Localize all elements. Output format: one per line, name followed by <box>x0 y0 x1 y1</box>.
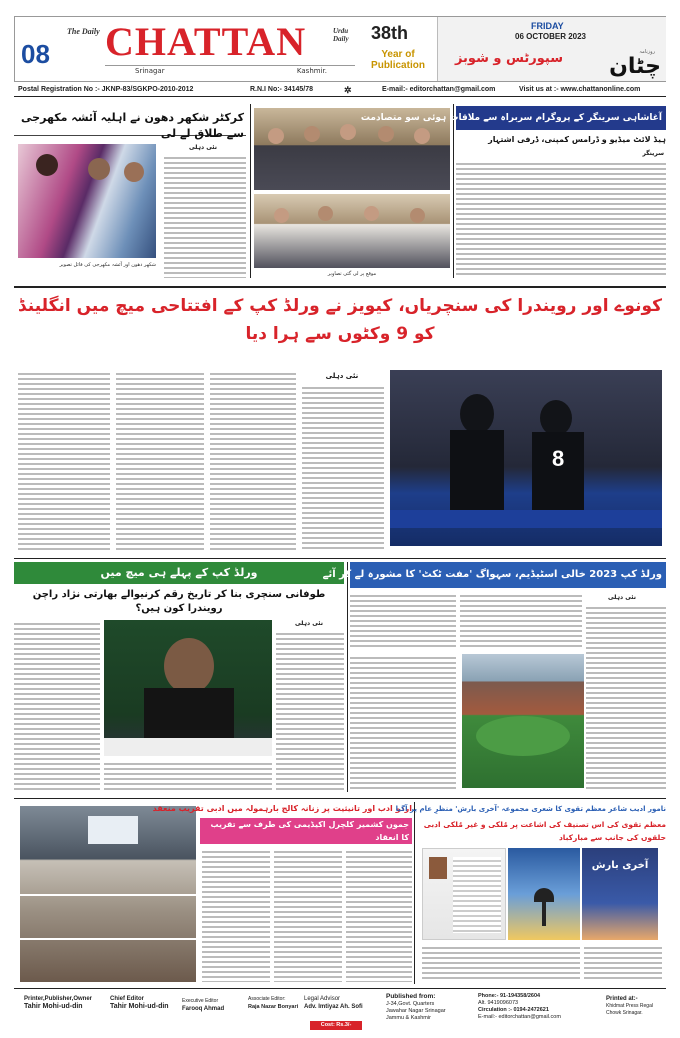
story-5-body-col-2 <box>460 592 582 650</box>
story-5-headline: ورلڈ کپ 2023 خالی اسٹیڈیم، سہواگ 'مفت ٹکٹ' کا مشورہ لے کر آئے <box>350 562 666 588</box>
masthead-title: CHATTAN <box>105 19 307 64</box>
website-link[interactable]: Visit us at :- www.chattanonline.com <box>519 86 641 93</box>
footer-chief-label: Chief Editor <box>110 996 144 1002</box>
story-4-body-col-1 <box>276 630 344 790</box>
footer-assoc-name: Raja Nazar Bonyari <box>248 1004 299 1010</box>
footer-pub-line3: Jammu & Kashmir <box>386 1015 431 1021</box>
masthead-day: FRIDAY <box>531 21 564 31</box>
story-3 <box>360 106 666 282</box>
story-7-subhead: معظم تقوی کی اس تصنیف کی اشاعت پر مُلکی و غیر مُلکی ادبی حلقوں کی جانب سے مبارکباد <box>423 820 666 842</box>
divider <box>14 286 666 288</box>
story-4-body-col-2 <box>14 620 100 790</box>
masthead-urdu-daily: Urdu Daily <box>333 27 349 43</box>
divider <box>347 562 348 792</box>
footer-alt: Alt. 9419096073 <box>478 1000 519 1006</box>
story-1-body <box>164 154 246 278</box>
footer-chief-name: Tahir Mohi-ud-din <box>110 1003 169 1010</box>
star-icon: ✲ <box>344 85 352 95</box>
divider <box>414 802 415 984</box>
rni-number: R.N.I No:- 34145/78 <box>250 86 314 93</box>
story-7-banner: نامور ادیب شاعر معظم تقوی کا شعری مجموعہ 'آخری بارش' منظرِ عام پر آگیا <box>395 805 666 813</box>
footer-published <box>386 993 474 1022</box>
story-6-banner: اردو ادب اور تانیثیت پر زنانہ کالج بارہمولہ میں ادبی تقریب منعقد <box>152 804 412 813</box>
story-5-body-col-1 <box>586 604 666 790</box>
footer-circulation: Circulation :- 0194-2472621 <box>478 1007 549 1013</box>
page-number: 08 <box>21 39 50 69</box>
masthead-subbar <box>105 65 355 77</box>
story-4 <box>14 562 344 794</box>
story-5-stadium-photo <box>462 654 584 788</box>
divider <box>453 104 454 278</box>
lead-photo: 8 <box>390 370 662 546</box>
story-7-book-cover-3 <box>582 848 658 940</box>
footer-legal-name: Adv. Imtiyaz Ah. Sofi <box>304 1004 363 1010</box>
masthead-the-daily: The Daily <box>67 27 100 36</box>
story-2-photo-bottom <box>254 194 450 268</box>
masthead-logo-urdu: چٹان <box>609 54 661 79</box>
story-6-body-col-3 <box>202 848 270 982</box>
footer-legal-label: Legal Advisor <box>304 996 341 1002</box>
story-3-banner: آغاشاہی سرینگر کے پروگرام سربراہ سے ملاقات ہوئی سو متصادمت <box>456 106 666 130</box>
footer-cost-badge: Cost: Rs.3/- <box>310 1021 362 1030</box>
story-4-dateline: نئی دہلی <box>295 620 323 627</box>
story-6 <box>14 802 412 986</box>
masthead-section: سپورٹس و شوبز <box>454 51 563 66</box>
footer-email[interactable]: E-mail:- editorchattan@gmail.com <box>478 1014 561 1020</box>
footer-chief <box>110 995 180 1011</box>
masthead-logo-small: روزنامہ <box>639 49 655 55</box>
anniversary-text: Year of Publication <box>371 49 425 71</box>
footer-pub-line1: J-34,Govt. Quarters <box>386 1001 435 1007</box>
story-6-subhead: جموں کشمیر کلچرل اکیڈیمی کی طرف سے تقریب کا انعقاد <box>200 818 412 844</box>
story-7-book-title: آخری بارش <box>591 860 649 871</box>
footer-printer <box>24 995 108 1011</box>
divider <box>14 558 666 559</box>
story-7-book-cover-2 <box>508 848 580 940</box>
story-1-photo <box>18 144 156 258</box>
footer-pub-line2: Jawahar Nagar Srinagar <box>386 1008 446 1014</box>
story-7-book-cover-1 <box>422 848 506 940</box>
story-6-body-col-2 <box>274 848 342 982</box>
footer-pub-label: Published from: <box>386 993 436 1000</box>
story-4-headline: طوفانی سنچری بنا کر تاریخ رقم کرنیوالے بھارتی نژاد راچن رویندرا کون ہیں؟ <box>32 589 326 614</box>
story-5-body-col-3 <box>350 592 456 650</box>
lead-story <box>14 356 666 556</box>
email-link[interactable]: E-mail:- editorchattan@gmail.com <box>382 86 496 93</box>
lead-dateline: نئی دہلی <box>325 372 359 380</box>
divider <box>14 798 666 799</box>
story-4-body-col-3 <box>104 760 272 790</box>
story-5 <box>322 562 666 794</box>
story-7 <box>395 802 666 986</box>
postal-registration: Postal Registration No :- JKNP-83/SGKPO-2010-2012 <box>18 86 194 93</box>
story-1 <box>14 104 246 282</box>
story-6-photo <box>20 806 196 982</box>
anniversary-number: 38th <box>371 23 409 43</box>
footer-printed-line2: Chowk Srinagar. <box>606 1010 643 1016</box>
story-4-kicker: ورلڈ کپ کے پہلے ہی میچ میں <box>14 562 344 584</box>
story-2 <box>254 108 450 280</box>
story-2-caption: موقع پر لی گئی تصاویر <box>327 271 377 277</box>
lead-body-col-3 <box>116 370 204 550</box>
story-5-dateline: نئی دہلی <box>608 594 636 601</box>
footer-printer-label: Printer,Publisher,Owner <box>24 996 93 1002</box>
lead-headline: کونوے اور رویندرا کی سنچریاں، کیویز نے ورلڈ کپ کے افتتاحی میچ میں انگلینڈ کو 9 وکٹوں سے ہرا دیا <box>17 296 663 344</box>
footer-exec-label: Executive Editor <box>182 998 219 1004</box>
story-7-body-col-2 <box>422 944 580 982</box>
info-bar <box>14 84 666 97</box>
footer-exec-name: Farooq Ahmad <box>182 1006 225 1012</box>
footer-legal <box>304 995 384 1011</box>
masthead <box>14 16 666 82</box>
footer-assoc-label: Associate Editor: <box>248 996 286 1002</box>
footer-printed <box>606 995 666 1017</box>
story-3-body <box>456 160 666 278</box>
story-1-dateline: نئی دہلی <box>189 144 217 151</box>
story-7-body-col-1 <box>584 944 662 982</box>
story-5-body-col-4 <box>350 654 456 790</box>
footer-printer-name: Tahir Mohi-ud-din <box>24 1003 83 1010</box>
story-1-caption: شکھر دھون اور آئشہ مکھرجی کی فائل تصویر <box>59 262 156 268</box>
lead-body-col-4 <box>18 370 110 550</box>
footer-contact <box>478 993 602 1021</box>
story-6-body-col-1 <box>346 848 412 982</box>
footer-phone: Phone:- 91-194358/2604 <box>478 993 541 999</box>
divider <box>250 104 251 278</box>
lead-body-col-2 <box>210 370 296 550</box>
footer-printed-line1: Khidmat Press Regal <box>606 1003 653 1009</box>
story-4-photo <box>104 620 272 756</box>
masthead-city-right: Kashmir. <box>296 67 327 75</box>
story-3-subhead: ہیڈ لائٹ میڈیو و ڈرامس کمپنی، ڈرفی اشتہار <box>488 135 666 144</box>
masthead-city-left: Srinagar <box>135 67 165 75</box>
footer-exec <box>182 997 246 1013</box>
footer-printed-label: Printed at:- <box>606 996 638 1002</box>
masthead-date: 06 OCTOBER 2023 <box>515 32 586 41</box>
footer <box>14 988 666 1030</box>
lead-body-col-1 <box>302 384 384 550</box>
story-3-dateline: سرینگر <box>642 150 664 157</box>
story-1-headline: کرکٹر شکھر دھون نے اہلیہ آئشہ مکھرجی سے طلاق لے لی <box>14 104 246 136</box>
